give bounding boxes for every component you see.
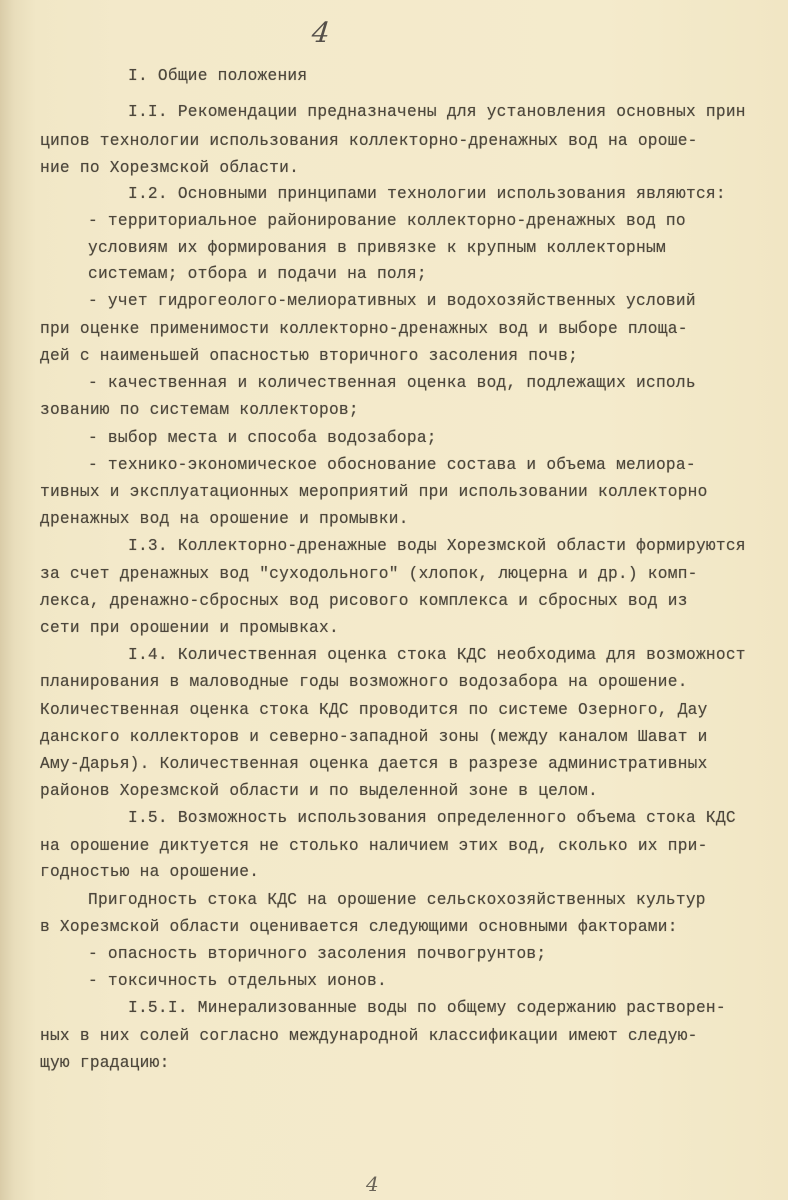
text-line: тивных и эксплуатационных мероприятий при использовании коллекторно: [40, 483, 708, 501]
text-line: за счет дренажных вод "суходольного" (хлопок, люцерна и др.) комп-: [40, 565, 698, 583]
text-line: сети при орошении и промывках.: [40, 619, 339, 637]
text-line: лекса, дренажно-сбросных вод рисового комплекса и сбросных вод из: [40, 592, 688, 610]
text-line: - выбор места и способа водозабора;: [88, 429, 437, 447]
section-title: I. Общие положения: [128, 67, 308, 85]
text-line: - опасность вторичного засоления почвогрунтов;: [88, 945, 547, 963]
text-line: I.4. Количественная оценка стока КДС необходима для возможност: [128, 646, 746, 664]
text-line: дей с наименьшей опасностью вторичного засоления почв;: [40, 347, 579, 365]
text-line: I.I. Рекомендации предназначены для установления основных прин: [128, 103, 746, 121]
text-line: ципов технологии использования коллекторно-дренажных вод на ороше-: [40, 132, 698, 150]
text-line: Пригодность стока КДС на орошение сельскохозяйственных культур: [88, 891, 706, 909]
text-line: ние по Хорезмской области.: [40, 159, 300, 177]
text-line: - качественная и количественная оценка вод, подлежащих исполь: [88, 374, 696, 392]
text-line: системам; отбора и подачи на поля;: [88, 265, 427, 283]
text-line: на орошение диктуется не столько наличием этих вод, сколько их при-: [40, 837, 708, 855]
text-line: планирования в маловодные годы возможного водозабора на орошение.: [40, 673, 688, 691]
text-line: ных в них солей согласно международной классификации имеют следую-: [40, 1027, 698, 1045]
text-line: годностью на орошение.: [40, 863, 260, 881]
text-line: Количественная оценка стока КДС проводится по системе Озерного, Дау: [40, 701, 708, 719]
text-line: - территориальное районирование коллекторно-дренажных вод по: [88, 212, 686, 230]
text-line: условиям их формирования в привязке к крупным коллекторным: [88, 239, 666, 257]
page-number-bottom: 4: [366, 1172, 379, 1196]
text-line: Аму-Дарья). Количественная оценка дается в разрезе административных: [40, 755, 708, 773]
text-line: - технико-экономическое обоснование состава и объема мелиора-: [88, 456, 696, 474]
page-number-top: 4: [310, 16, 332, 49]
text-line: зованию по системам коллекторов;: [40, 401, 359, 419]
text-line: при оценке применимости коллекторно-дренажных вод и выборе площа-: [40, 320, 688, 338]
text-line: в Хорезмской области оценивается следующими основными факторами:: [40, 918, 678, 936]
text-line: I.2. Основными принципами технологии использования являются:: [128, 185, 726, 203]
text-line: щую градацию:: [40, 1054, 170, 1072]
text-line: данского коллекторов и северно-западной зоны (между каналом Шават и: [40, 728, 708, 746]
text-line: дренажных вод на орошение и промывки.: [40, 510, 409, 528]
text-line: I.5.I. Минерализованные воды по общему содержанию растворен-: [128, 999, 726, 1017]
text-line: - учет гидрогеолого-мелиоративных и водохозяйственных условий: [88, 292, 696, 310]
text-line: I.3. Коллекторно-дренажные воды Хорезмской области формируются: [128, 537, 746, 555]
text-line: I.5. Возможность использования определенного объема стока КДС: [128, 809, 736, 827]
text-line: районов Хорезмской области и по выделенной зоне в целом.: [40, 782, 598, 800]
text-line: - токсичность отдельных ионов.: [88, 972, 387, 990]
